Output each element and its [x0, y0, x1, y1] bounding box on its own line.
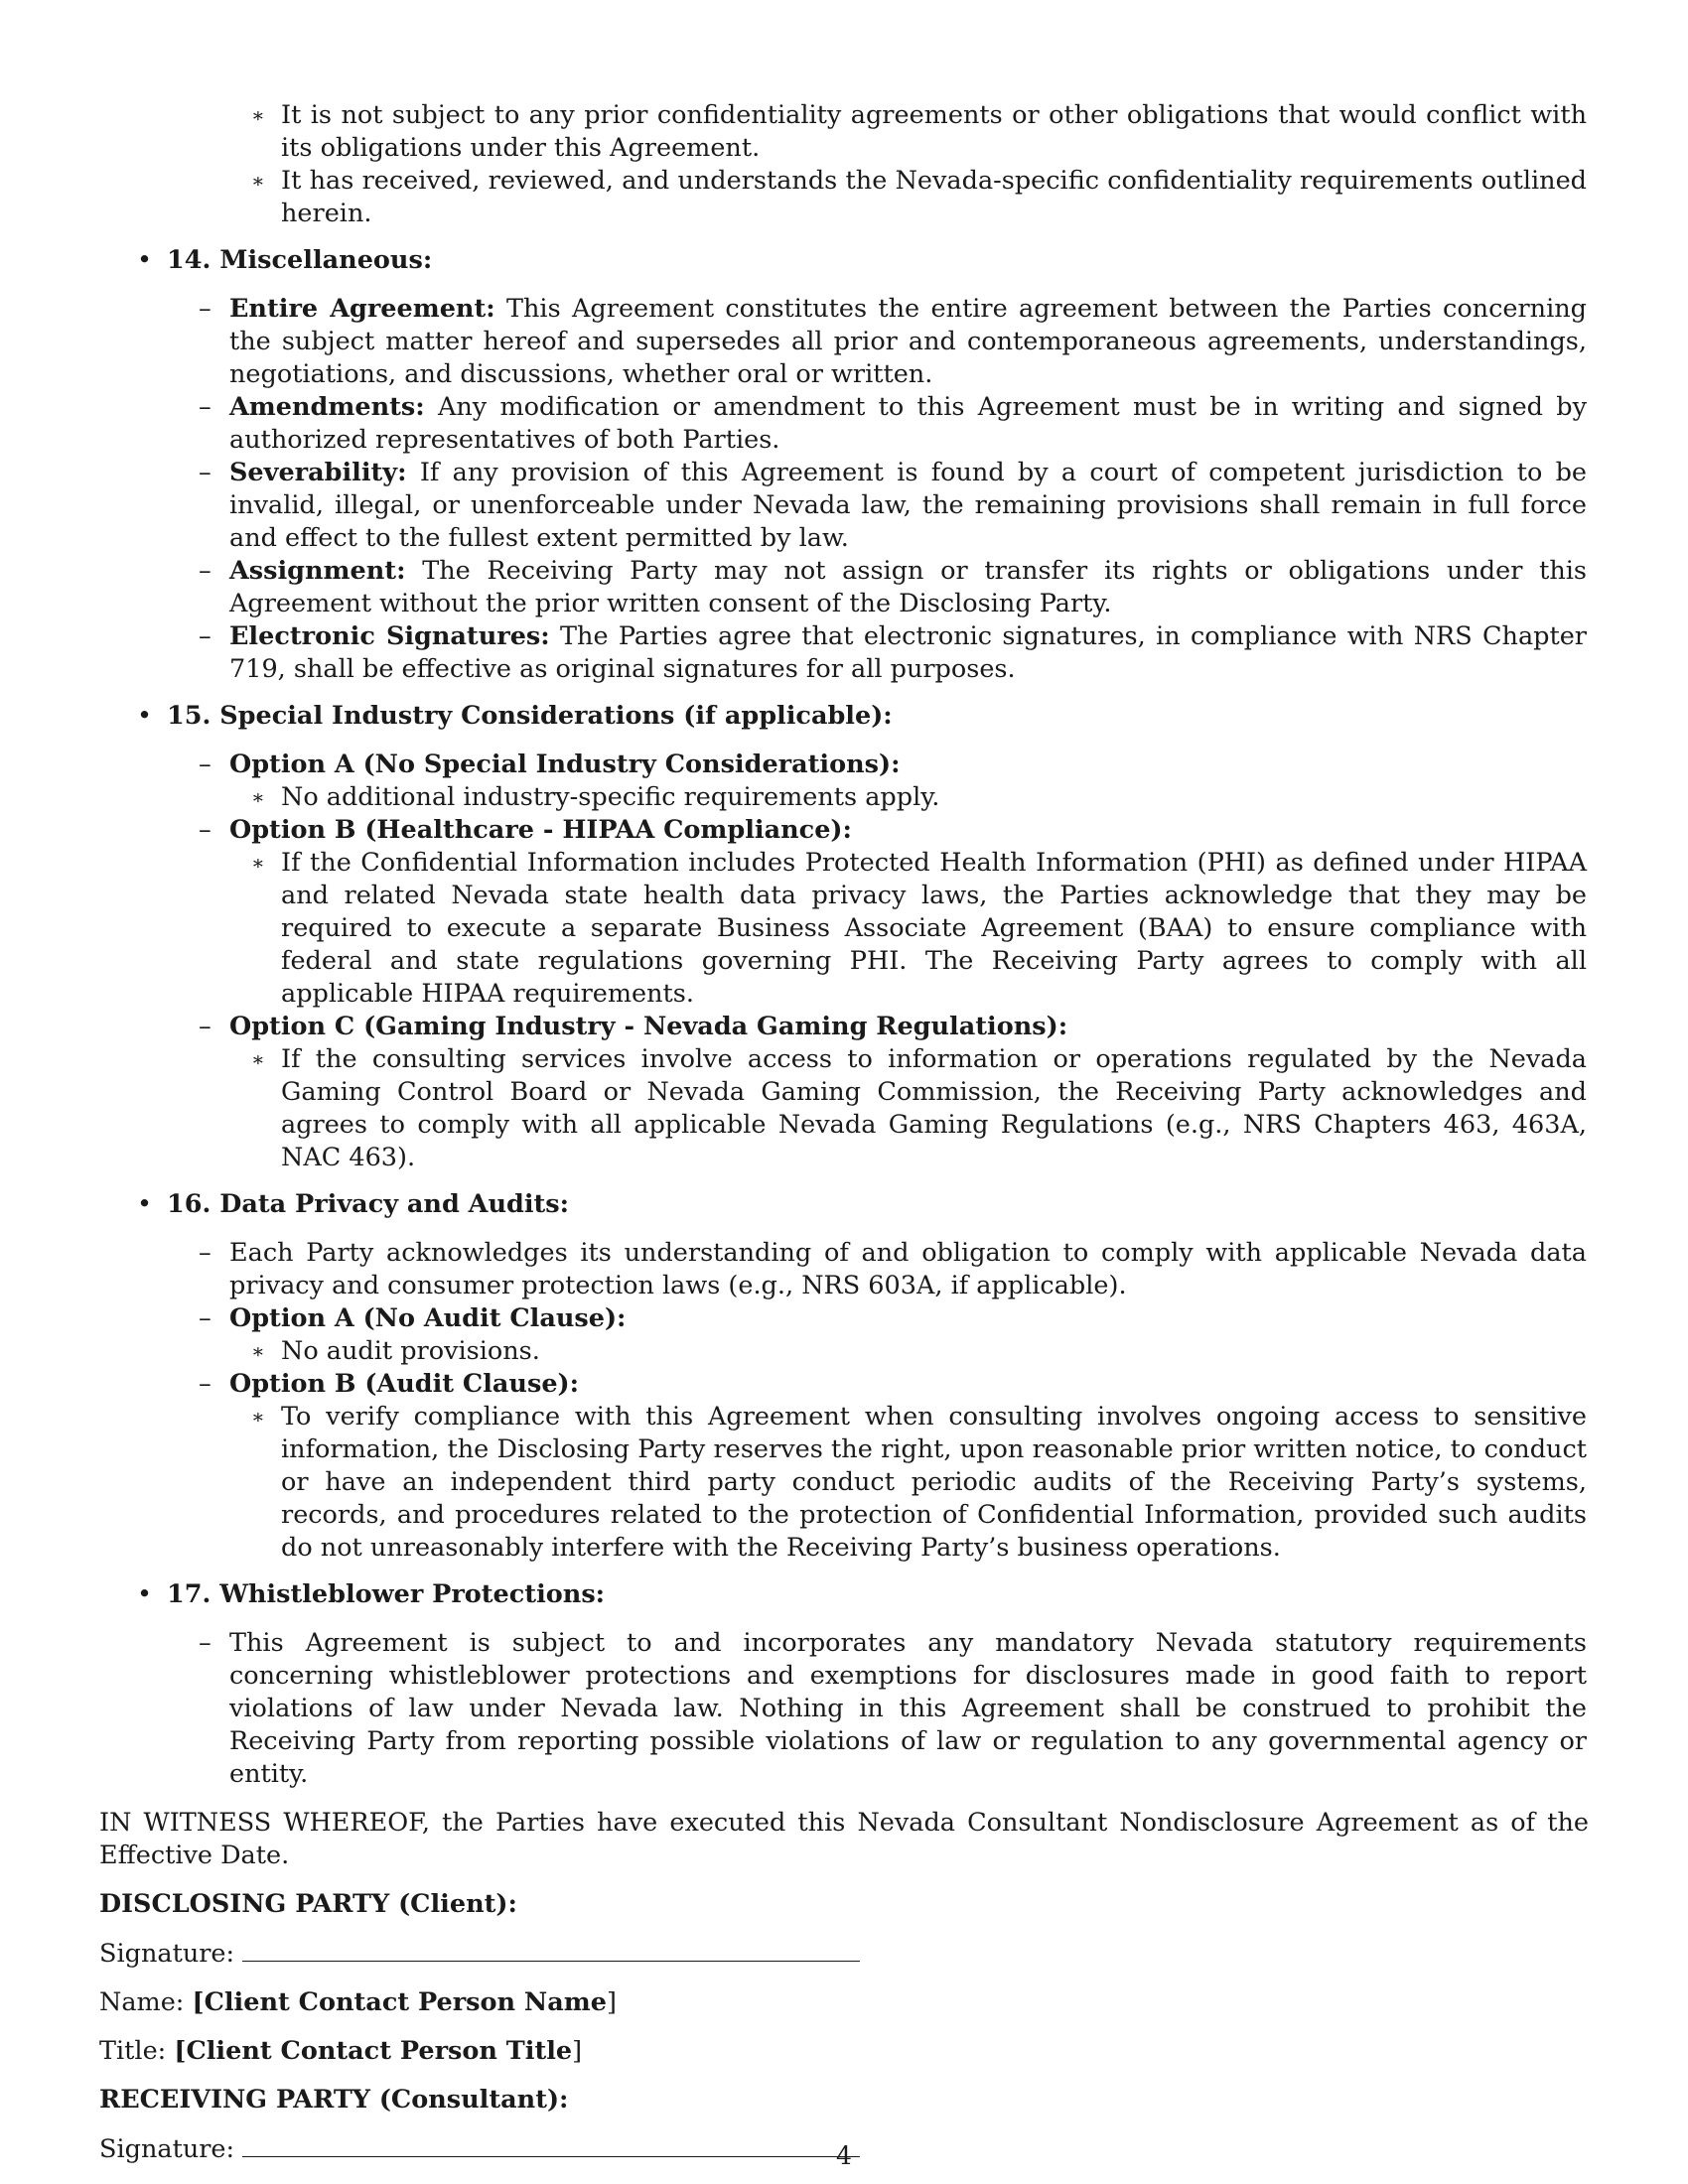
list-item: ∗ If the consulting services involve access to information or operations regulated by the Nevada Gaming Control Board or Nevada Gaming Commission, the Receiving Party acknowledges and agrees to comply with all applicable Nevada Gaming Regulations (e.g., NRS Chapters 463, 463A, NAC 463). — [251, 1044, 1587, 1172]
section-16 — [99, 1188, 1589, 1221]
list-item: – Entire Agreement: This Agreement constitutes the entire agreement between the Parties concerning the subject matter hereof and supersedes all prior and contemporaneous agreements, understandings, negotiations, and discussions, whether oral or written. — [199, 294, 1587, 389]
asterisk-bullet-icon: ∗ — [251, 169, 265, 193]
disclosing-signature-field: Signature: — [99, 1937, 1589, 1971]
list-item: – Each Party acknowledges its understanding of and obligation to comply with applicable Nevada data privacy and consumer protection laws (e.g., NRS 603A, if applicable). — [199, 1238, 1587, 1300]
list-item: ∗ It is not subject to any prior confidentiality agreements or other obligations that would conflict with its obligations under this Agreement. — [251, 100, 1587, 163]
section-heading: 16. Data Privacy and Audits: — [167, 1189, 570, 1219]
disclosing-title-field: Title: [Client Contact Person Title] — [99, 2036, 583, 2066]
dash-bullet-icon: – — [199, 750, 211, 779]
dash-bullet-icon: – — [199, 294, 211, 324]
dash-bullet-icon: – — [199, 1369, 211, 1399]
bullet-icon: • — [137, 701, 153, 731]
asterisk-bullet-icon: ∗ — [251, 1047, 265, 1071]
disclosing-name-field: Name: [Client Contact Person Name] — [99, 1987, 617, 2017]
dash-bullet-icon: – — [199, 815, 211, 845]
list-item: – Option B (Audit Clause): — [199, 1369, 580, 1399]
list-item: ∗ It has received, reviewed, and understands the Nevada-specific confidentiality requirements outlined herein. — [251, 166, 1587, 228]
list-item: ∗ To verify compliance with this Agreement when consulting involves ongoing access to sensitive information, the Disclosing Party reserves the right, upon reasonable prior written notice, to conduct or have an independent third party conduct periodic audits of the Receiving Party’s systems, records, and procedures related to the protection of Confidential Information, provided such audits do not unreasonably interfere with the Receiving Party’s business operations. — [251, 1402, 1587, 1563]
asterisk-bullet-icon: ∗ — [251, 1339, 265, 1363]
dash-bullet-icon: – — [199, 621, 211, 651]
list-item: – Electronic Signatures: The Parties agree that electronic signatures, in compliance with NRS Chapter 719, shall be effective as original signatures for all purposes. — [199, 621, 1587, 684]
disclosing-party-heading: DISCLOSING PARTY (Client): — [99, 1889, 517, 1919]
asterisk-bullet-icon: ∗ — [251, 103, 265, 127]
list-item: – Option C (Gaming Industry - Nevada Gaming Regulations): — [199, 1012, 1068, 1041]
bullet-icon: • — [137, 1579, 153, 1609]
list-item: – Option A (No Special Industry Considerations): — [199, 750, 901, 779]
section-17 — [99, 1578, 1589, 1611]
list-item: ∗ If the Confidential Information includes Protected Health Information (PHI) as defined under HIPAA and related Nevada state health data privacy laws, the Parties acknowledge that they may be required to execute a separate Business Associate Agreement (BAA) to ensure compliance with federal and state regulations governing PHI. The Receiving Party agrees to comply with all applicable HIPAA requirements. — [251, 848, 1587, 1009]
section-heading: 14. Miscellaneous: — [167, 245, 433, 275]
bullet-icon: • — [137, 1189, 153, 1219]
page-number: 4 — [836, 2141, 852, 2170]
list-item: – Assignment: The Receiving Party may not assign or transfer its rights or obligations under this Agreement without the prior written consent of the Disclosing Party. — [199, 556, 1587, 618]
witness-paragraph: IN WITNESS WHEREOF, the Parties have executed this Nevada Consultant Nondisclosure Agreement as of the Effective Date. — [99, 1808, 1589, 1870]
asterisk-bullet-icon: ∗ — [251, 785, 265, 809]
dash-bullet-icon: – — [199, 392, 211, 422]
document-page — [99, 99, 1589, 2166]
section-14 — [99, 244, 1589, 277]
list-item: – Amendments: Any modification or amendment to this Agreement must be in writing and signed by authorized representatives of both Parties. — [199, 392, 1588, 455]
dash-bullet-icon: – — [199, 458, 211, 487]
list-item: – Option A (No Audit Clause): — [199, 1303, 627, 1333]
dash-bullet-icon: – — [199, 1238, 211, 1268]
list-item: ∗ No additional industry-specific requirements apply. — [251, 782, 940, 812]
name-placeholder: Client Contact Person Name — [204, 1987, 607, 2017]
signature-line[interactable] — [242, 1937, 860, 1962]
receiving-signature-field: Signature: — [99, 2132, 1589, 2166]
section-heading: 17. Whistleblower Protections: — [167, 1579, 606, 1609]
dash-bullet-icon: – — [199, 556, 211, 586]
dash-bullet-icon: – — [199, 1303, 211, 1333]
section-heading: 15. Special Industry Considerations (if applicable): — [167, 701, 893, 731]
asterisk-bullet-icon: ∗ — [251, 851, 265, 875]
list-item: – This Agreement is subject to and incorporates any mandatory Nevada statutory requirements concerning whistleblower protections and exemptions for disclosures made in good faith to report violations of law under Nevada law. Nothing in this Agreement shall be construed to prohibit the Receiving Party from reporting possible violations of law or regulation to any governmental agency or entity. — [199, 1628, 1587, 1789]
dash-bullet-icon: – — [199, 1012, 211, 1041]
dash-bullet-icon: – — [199, 1628, 211, 1658]
list-item: ∗ No audit provisions. — [251, 1336, 540, 1366]
asterisk-bullet-icon: ∗ — [251, 1405, 265, 1429]
bullet-icon: • — [137, 245, 153, 275]
receiving-party-heading: RECEIVING PARTY (Consultant): — [99, 2085, 569, 2115]
list-item: – Option B (Healthcare - HIPAA Compliance): — [199, 815, 852, 845]
title-placeholder: Client Contact Person Title — [186, 2036, 573, 2066]
list-item: – Severability: If any provision of this Agreement is found by a court of competent jurisdiction to be invalid, illegal, or unenforceable under Nevada law, the remaining provisions shall remain in full force and effect to the fullest extent permitted by law. — [199, 458, 1587, 553]
section-15 — [99, 700, 1589, 733]
